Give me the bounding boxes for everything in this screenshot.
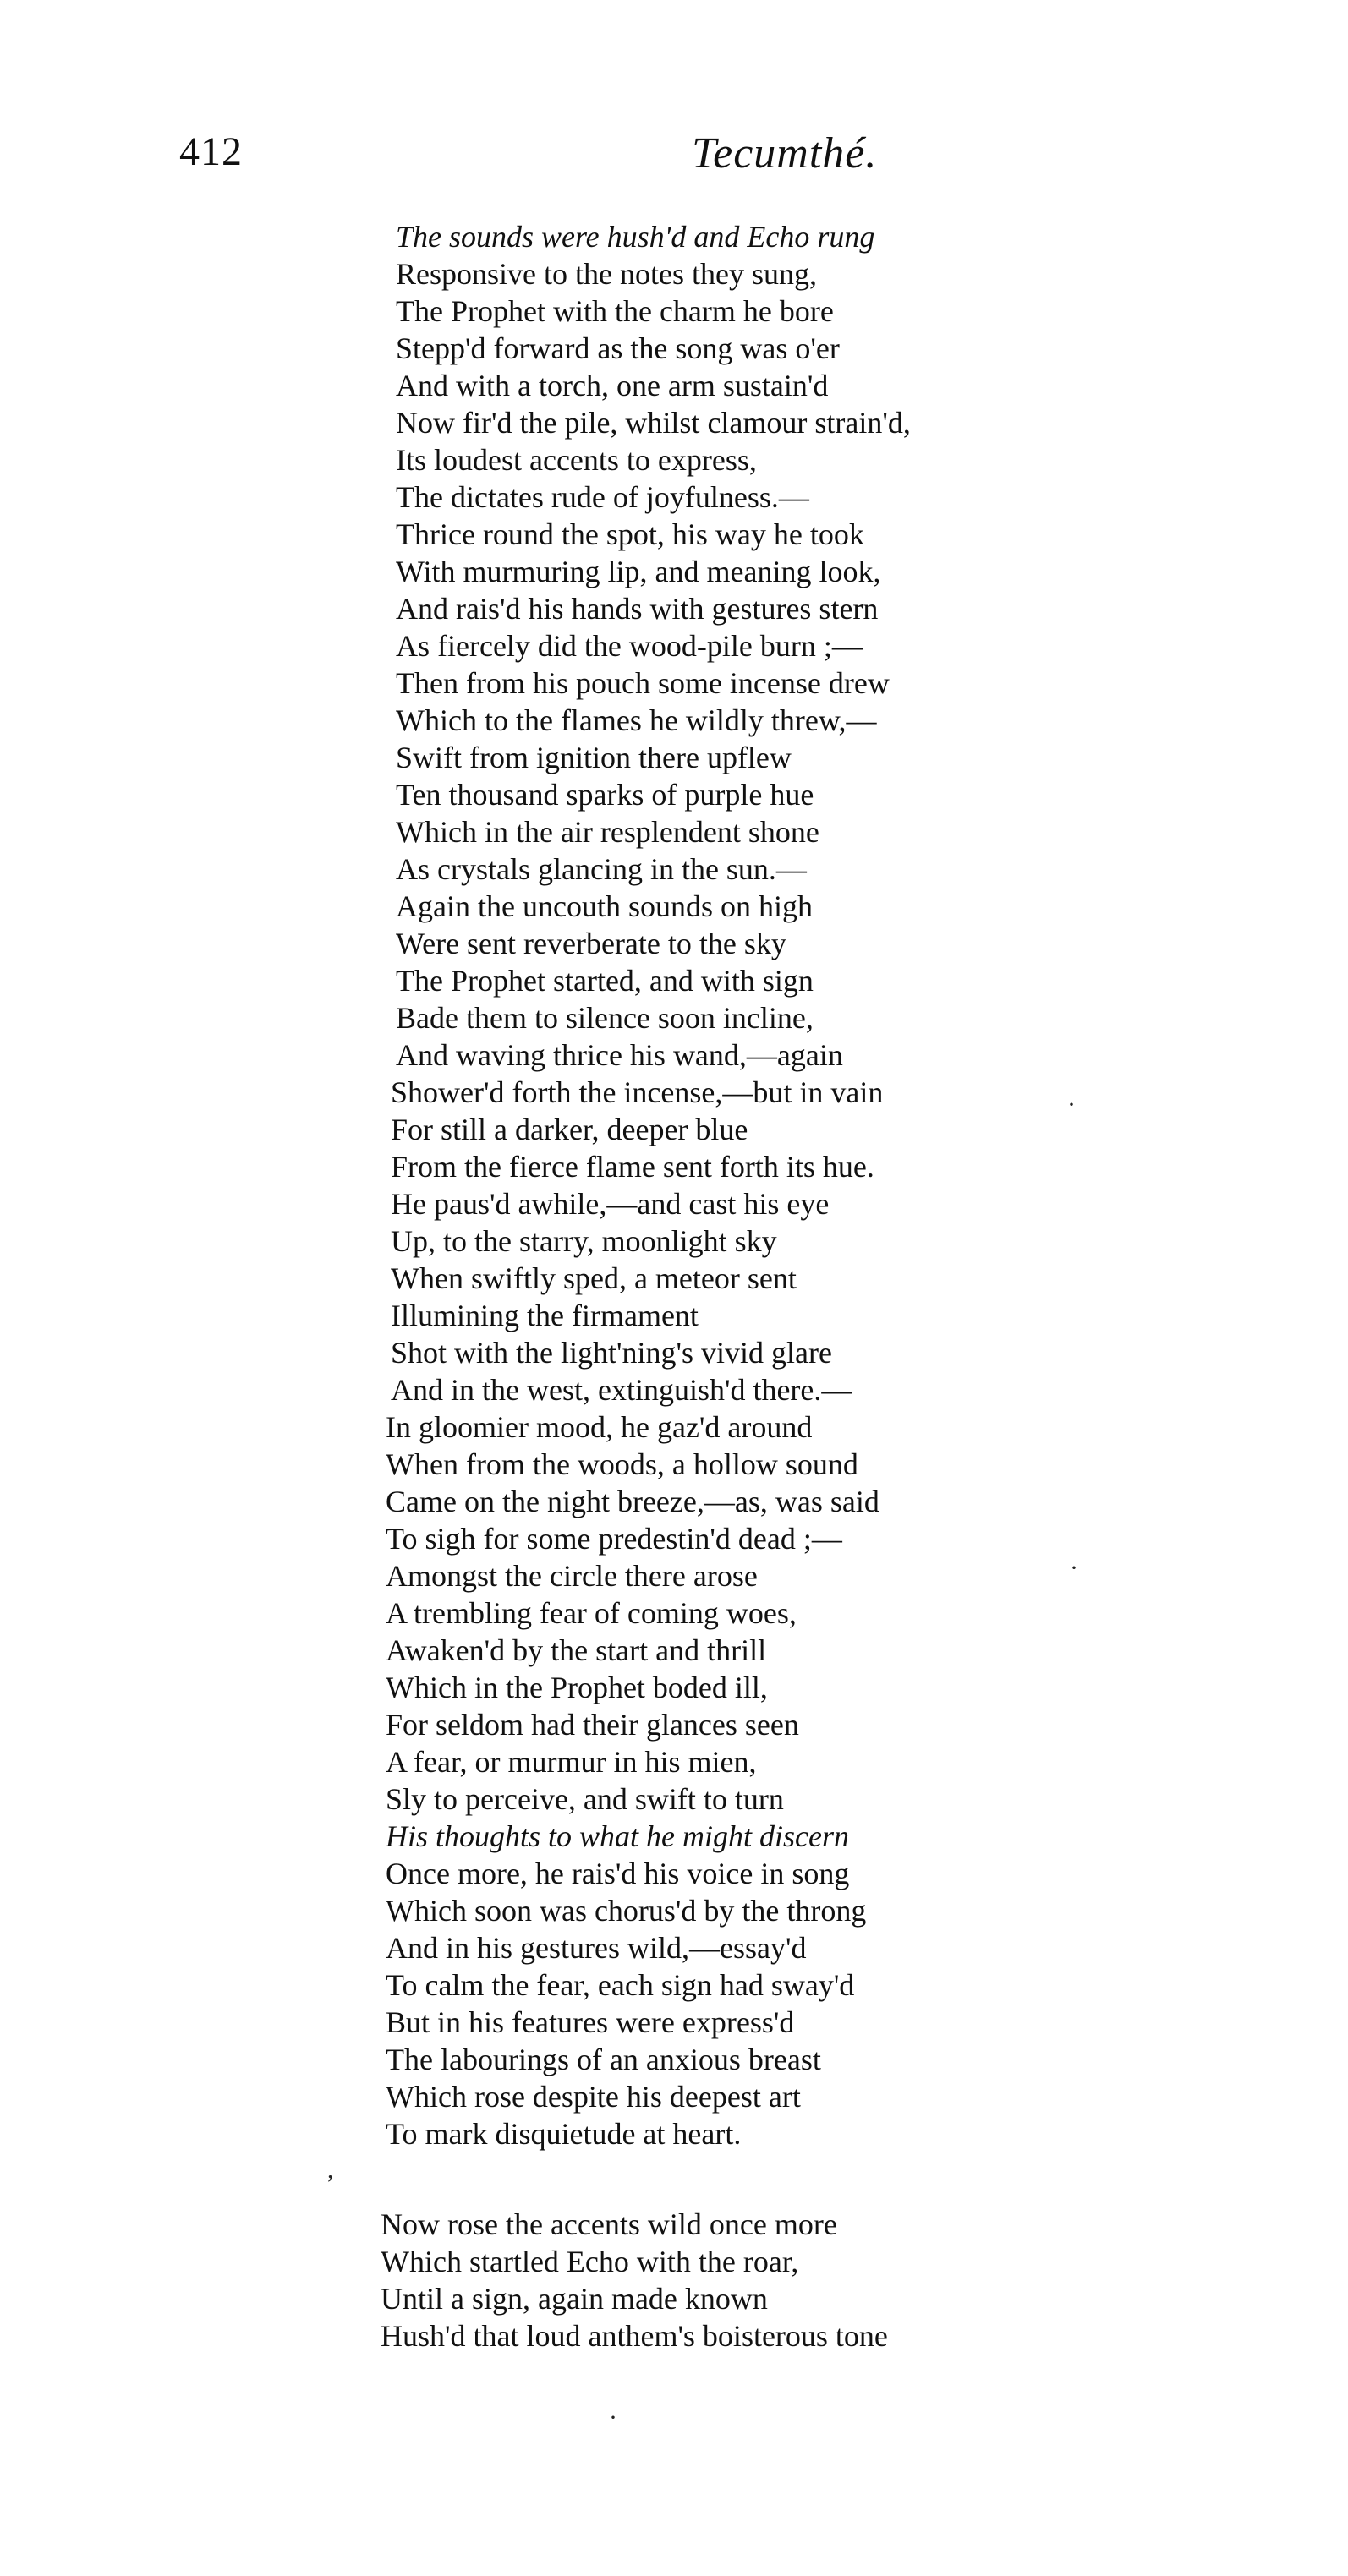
poem-line: Which in the air resplendent shone [396,815,819,849]
poem-line: Which in the Prophet boded ill, [386,1671,768,1704]
poem-line: He paus'd awhile,—and cast his eye [391,1187,830,1221]
poem-line: Then from his pouch some incense drew [396,666,890,700]
poem-line: And in the west, extinguish'd there.— [391,1373,852,1407]
poem-line: A trembling fear of coming woes, [386,1596,797,1630]
poem-line: The Prophet with the charm he bore [396,294,834,328]
poem-line: To mark disquietude at heart. [386,2117,742,2151]
poem-line: Which startled Echo with the roar, [381,2245,799,2278]
print-speck: · [1070,1554,1078,1582]
poem-line: As crystals glancing in the sun.— [396,852,807,886]
poem-line: But in his features were express'd [386,2005,795,2039]
poem-line: Came on the night breeze,—as, was said [386,1485,879,1518]
poem-line: Once more, he rais'd his voice in song [386,1857,850,1890]
poem-line: Which rose despite his deepest art [386,2080,801,2114]
poem-line: The dictates rude of joyfulness.— [396,480,809,514]
poem-line: Shot with the light'ning's vivid glare [391,1336,832,1370]
poem-line: In gloomier mood, he gaz'd around [386,1410,813,1444]
poem-line: When from the woods, a hollow sound [386,1447,858,1481]
poem-line: Awaken'd by the start and thrill [386,1633,767,1667]
poem-line: And with a torch, one arm sustain'd [396,369,829,402]
poem-line: Up, to the starry, moonlight sky [391,1224,777,1258]
poem-line: The labourings of an anxious breast [386,2043,821,2076]
poem-line: As fiercely did the wood-pile burn ;— [396,629,863,663]
print-speck: · [609,2404,617,2431]
poem-line: Stepp'd forward as the song was o'er [396,331,840,365]
poem-line: To sigh for some predestin'd dead ;— [386,1522,842,1556]
poem-line: Now fir'd the pile, whilst clamour strain'd, [396,406,911,440]
poem-line: Responsive to the notes they sung, [396,257,817,291]
print-speck: , [327,2156,334,2184]
poem-line: Now rose the accents wild once more [381,2207,837,2241]
poem-line: And waving thrice his wand,—again [396,1038,843,1072]
poem-line: Bade them to silence soon incline, [396,1001,814,1035]
poem-line: Amongst the circle there arose [386,1559,758,1593]
poem-line: Shower'd forth the incense,—but in vain [391,1075,884,1109]
poem-line: Until a sign, again made known [381,2282,768,2316]
poem-line: Ten thousand sparks of purple hue [396,778,814,812]
poem-line: Again the uncouth sounds on high [396,889,813,923]
poem-line: To calm the fear, each sign had sway'd [386,1968,855,2002]
poem-line: Were sent reverberate to the sky [396,927,786,960]
poem-line: A fear, or murmur in his mien, [386,1745,757,1779]
poem-line: For still a darker, deeper blue [391,1113,748,1146]
poem-line: When swiftly sped, a meteor sent [391,1261,797,1295]
poem-line: With murmuring lip, and meaning look, [396,555,881,588]
running-head: Tecumthé. [692,129,878,178]
poem-line: Its loudest accents to express, [396,443,757,477]
poem-line: The sounds were hush'd and Echo rung [396,220,875,254]
poem-line: Hush'd that loud anthem's boisterous tone [381,2319,888,2353]
print-speck: · [1067,1091,1076,1118]
poem-line: For seldom had their glances seen [386,1708,799,1742]
poem-line: Which to the flames he wildly threw,— [396,703,877,737]
poem-line: And rais'd his hands with gestures stern [396,592,879,626]
poem-line: Which soon was chorus'd by the throng [386,1894,867,1928]
page-number: 412 [179,129,243,174]
poem-line: Swift from ignition there upflew [396,741,792,774]
poem-line: Sly to perceive, and swift to turn [386,1782,784,1816]
poem-line: And in his gestures wild,—essay'd [386,1931,807,1965]
poem-line: From the fierce flame sent forth its hue. [391,1150,874,1184]
poem-line: Illumining the firmament [391,1299,699,1332]
poem-line: His thoughts to what he might discern [386,1819,849,1853]
poem-line: The Prophet started, and with sign [396,964,814,998]
poem-line: Thrice round the spot, his way he took [396,517,864,551]
